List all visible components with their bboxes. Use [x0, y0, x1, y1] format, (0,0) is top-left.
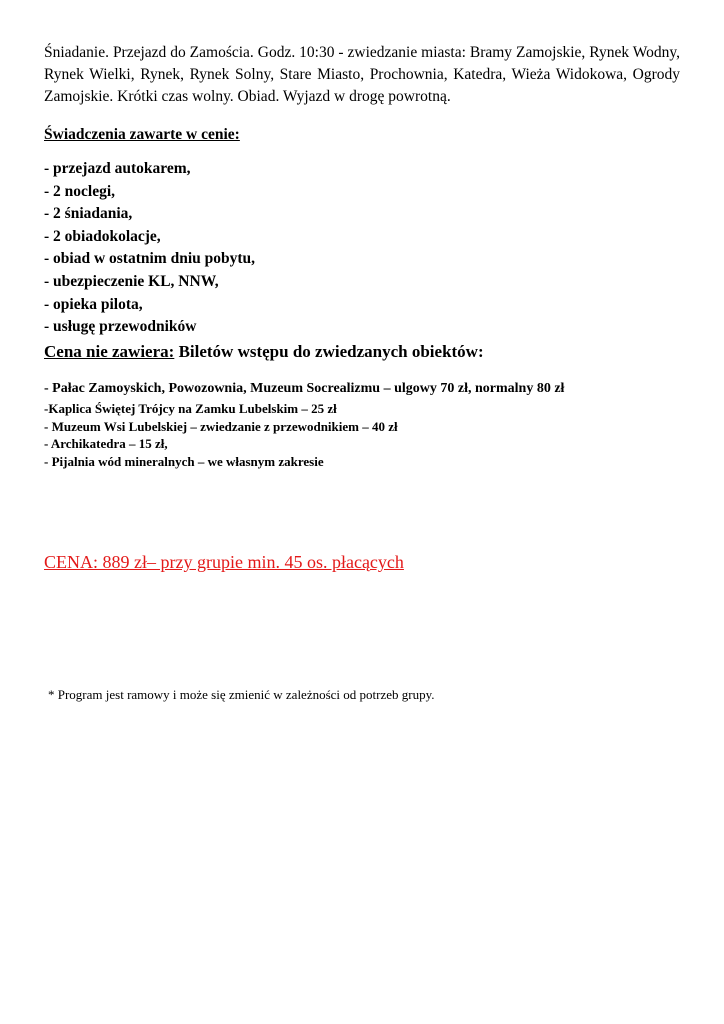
tickets-list [44, 378, 564, 470]
list-item: - przejazd autokarem, [44, 160, 191, 177]
excluded-text: Biletów wstępu do zwiedzanych obiektów: [174, 342, 484, 361]
included-list [44, 158, 255, 339]
list-item: - Pijalnia wód mineralnych – we własnym zakresie [44, 453, 324, 469]
included-heading: Świadczenia zawarte w cenie: [44, 126, 240, 143]
list-item: - opieka pilota, [44, 295, 143, 313]
list-item: - Muzeum Wsi Lubelskiej – zwiedzanie z przewodnikiem – 40 zł [44, 418, 398, 434]
list-item: - ubezpieczenie KL, NNW, [44, 272, 219, 290]
excluded-heading [44, 342, 484, 362]
footnote: * Program jest ramowy i może się zmienić w zależności od potrzeb grupy. [48, 687, 435, 702]
itinerary-paragraph: Śniadanie. Przejazd do Zamościa. Godz. 10:30 - zwiedzanie miasta: Bramy Zamojskie, Rynek Wodny, Rynek Wielki, Rynek, Rynek Solny, Stare Miasto, Prochownia, Katedra, Wieża Widokowa, Ogrody Zamojskie. Krótki czas wolny. Obiad. Wyjazd w drogę powrotną. [44, 44, 680, 105]
list-item: - 2 noclegi, [44, 182, 116, 200]
list-item: - usługę przewodników [44, 318, 197, 336]
list-item: - Archikatedra – 15 zł, [44, 436, 168, 451]
list-item: - Pałac Zamoyskich, Powozownia, Muzeum Socrealizmu – ulgowy 70 zł, normalny 80 zł [44, 381, 565, 396]
list-item: -Kaplica Świętej Trójcy na Zamku Lubelskim – 25 zł [44, 401, 337, 416]
price-line: CENA: 889 zł– przy grupie min. 45 os. płacących [44, 552, 404, 572]
list-item: - obiad w ostatnim dniu pobytu, [44, 250, 256, 268]
list-item: - 2 śniadania, [44, 205, 133, 223]
list-item: - 2 obiadokolacje, [44, 227, 161, 245]
excluded-label: Cena nie zawiera: [44, 342, 175, 361]
